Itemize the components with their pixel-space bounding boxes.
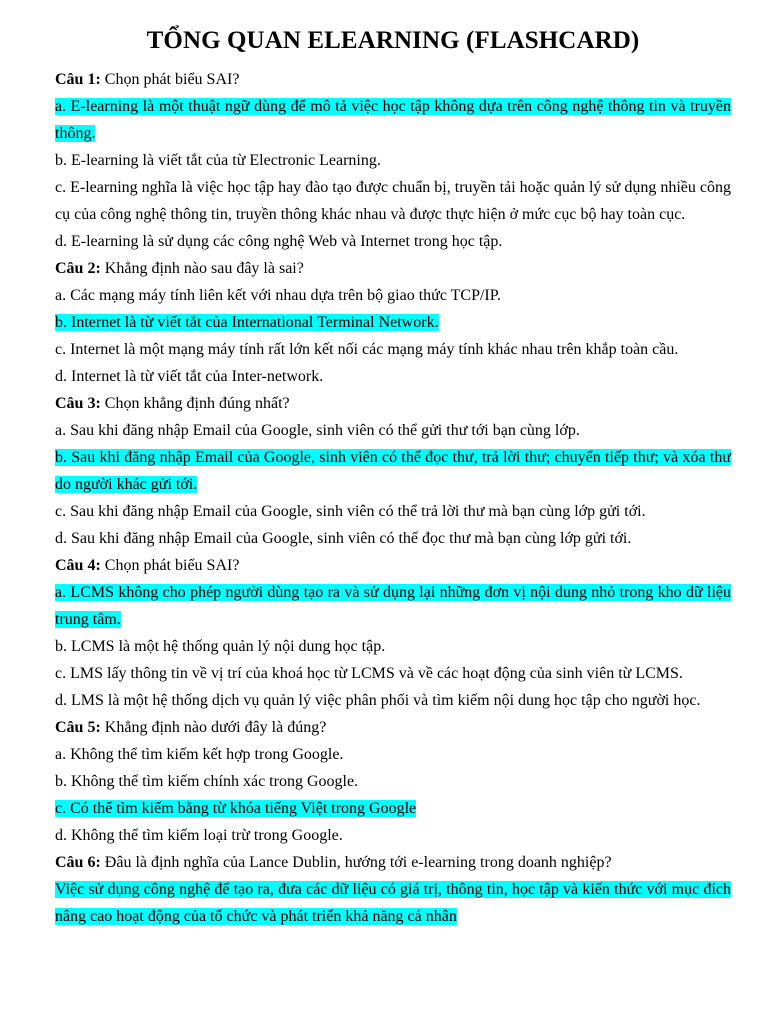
question-text: Chọn phát biểu SAI? <box>100 71 240 88</box>
highlighted-answer: b. Internet là từ viết tắt của International Terminal Network. <box>55 314 439 331</box>
question-label: Câu 3: <box>55 395 101 412</box>
question-stem <box>55 66 731 93</box>
question-text: Khẳng định nào dưới đây là đúng? <box>100 719 327 736</box>
answer-option: a. Sau khi đăng nhập Email của Google, sinh viên có thể gửi thư tới bạn cùng lớp. <box>55 422 580 439</box>
answer-option-correct <box>55 876 731 930</box>
highlighted-answer: Việc sử dụng công nghệ để tạo ra, đưa các dữ liệu có giá trị, thông tin, học tập và kiến thức với mục đích nâng cao hoạt động của tổ chức và phát triển khả năng cá nhân <box>55 881 731 925</box>
question-text: Chọn phát biểu SAI? <box>100 557 240 574</box>
question-stem <box>55 552 731 579</box>
answer-option-correct <box>55 579 731 633</box>
answer-option: c. E-learning nghĩa là việc học tập hay đào tạo được chuẩn bị, truyền tải hoặc quản lý sử dụng nhiều công cụ của công nghệ thông tin, truyền thông khác nhau và được thực hiện ở mức cục bộ hay toàn cục. <box>55 179 731 223</box>
answer-option-correct <box>55 309 731 336</box>
question-label: Câu 1: <box>55 71 101 88</box>
question-label: Câu 6: <box>55 854 101 871</box>
answer-option-correct <box>55 444 731 498</box>
question-4 <box>55 552 731 714</box>
answer-option: a. Không thể tìm kiếm kết hợp trong Google. <box>55 746 344 763</box>
question-1 <box>55 66 731 255</box>
answer-option: d. Internet là từ viết tắt của Inter-network. <box>55 368 324 385</box>
question-stem <box>55 849 731 876</box>
question-stem <box>55 714 731 741</box>
question-text: Chọn khẳng định đúng nhất? <box>100 395 290 412</box>
question-3 <box>55 390 731 552</box>
answer-option: d. Sau khi đăng nhập Email của Google, sinh viên có thể đọc thư mà bạn cùng lớp gửi tới. <box>55 530 632 547</box>
question-5 <box>55 714 731 849</box>
page-title: TỔNG QUAN ELEARNING (FLASHCARD) <box>146 27 640 54</box>
question-label: Câu 2: <box>55 260 101 277</box>
question-text: Đâu là định nghĩa của Lance Dublin, hướng tới e-learning trong doanh nghiệp? <box>100 854 612 871</box>
answer-option: d. E-learning là sử dụng các công nghệ Web và Internet trong học tập. <box>55 233 503 250</box>
highlighted-answer: a. E-learning là một thuật ngữ dùng để mô tả việc học tập không dựa trên công nghệ thông tin và truyền thông. <box>55 98 731 142</box>
highlighted-answer: a. LCMS không cho phép người dùng tạo ra và sử dụng lại những đơn vị nội dung nhỏ trong kho dữ liệu trung tâm. <box>55 584 731 628</box>
question-label: Câu 4: <box>55 557 101 574</box>
question-text: Khẳng định nào sau đây là sai? <box>100 260 304 277</box>
question-stem <box>55 390 731 417</box>
answer-option: c. Internet là một mạng máy tính rất lớn kết nối các mạng máy tính khác nhau trên khắp toàn cầu. <box>55 341 679 358</box>
answer-option-correct <box>55 93 731 147</box>
question-stem <box>55 255 731 282</box>
answer-option: a. Các mạng máy tính liên kết với nhau dựa trên bộ giao thức TCP/IP. <box>55 287 501 304</box>
answer-option: b. Không thể tìm kiếm chính xác trong Google. <box>55 773 359 790</box>
answer-option-correct <box>55 795 731 822</box>
highlighted-answer: b. Sau khi đăng nhập Email của Google, sinh viên có thể đọc thư, trả lời thư; chuyển tiếp thư; và xóa thư do người khác gửi tới. <box>55 449 731 493</box>
question-label: Câu 5: <box>55 719 101 736</box>
answer-option: c. LMS lấy thông tin về vị trí của khoá học từ LCMS và về các hoạt động của sinh viên từ LCMS. <box>55 665 683 682</box>
highlighted-answer: c. Có thể tìm kiếm bằng từ khóa tiếng Việt trong Google <box>55 800 417 817</box>
answer-option: b. E-learning là viết tắt của từ Electronic Learning. <box>55 152 381 169</box>
answer-option: b. LCMS là một hệ thống quản lý nội dung học tập. <box>55 638 386 655</box>
question-6 <box>55 849 731 930</box>
question-2 <box>55 255 731 390</box>
answer-option: c. Sau khi đăng nhập Email của Google, sinh viên có thể trả lời thư mà bạn cùng lớp gửi tới. <box>55 503 646 520</box>
answer-option: d. Không thể tìm kiếm loại trừ trong Google. <box>55 827 343 844</box>
answer-option: d. LMS là một hệ thống dịch vụ quản lý việc phân phối và tìm kiếm nội dung học tập cho người học. <box>55 692 701 709</box>
